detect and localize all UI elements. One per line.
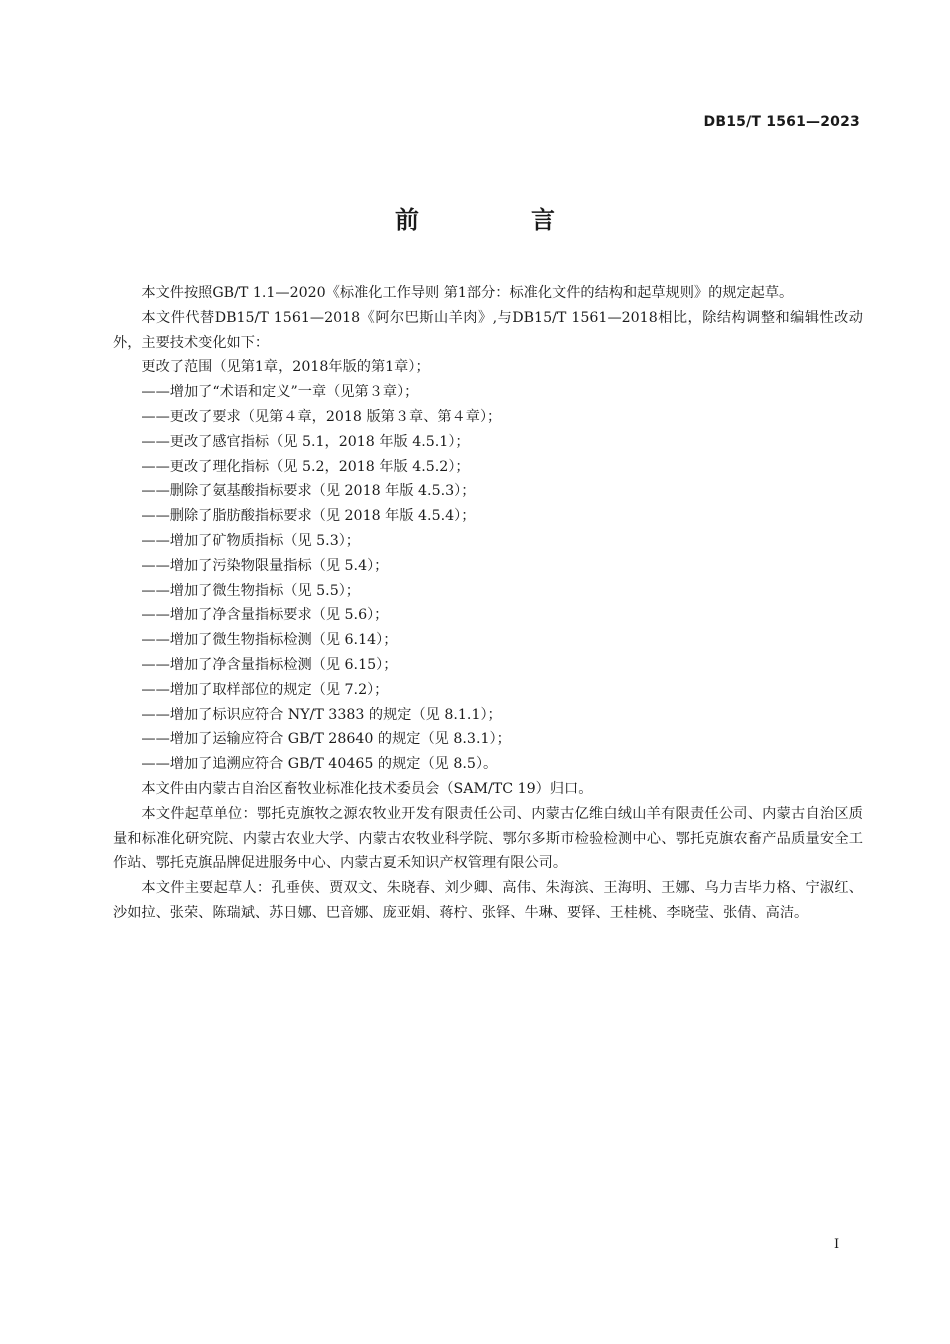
paragraph-drafting-rules: 本文件按照GB/T 1.1—2020《标准化工作导则 第1部分：标准化文件的结构和起草规则》的规定起草。 [141, 285, 794, 301]
list-item: ——增加了净含量指标检测（见 6.15）； [141, 656, 398, 673]
list-item: ——增加了污染物限量指标（见 5.4）； [141, 557, 389, 574]
paragraph-drafting-units: 本文件起草单位：鄂托克旗牧之源农牧业开发有限责任公司、内蒙古亿维白绒山羊有限责任公司、内蒙古自治区质量和标准化研究院、内蒙古农业大学、内蒙古农牧业科学院、鄂尔多斯市检验检测中心、鄂托克旗农畜产品质量安全工作站、鄂托克旗品牌促进服务中心、内蒙古夏禾知识产权管理有限公司。 [113, 805, 863, 872]
list-item: ——更改了理化指标（见 5.2，2018 年版 4.5.2）； [141, 458, 470, 475]
list-item: ——增加了运输应符合 GB/T 28640 的规定（见 8.3.1）； [141, 731, 511, 748]
paragraph-drafters: 本文件主要起草人：孔垂侠、贾双文、朱晓春、刘少卿、高伟、朱海滨、王海明、王娜、乌力吉毕力格、宁淑红、沙如拉、张荣、陈瑞斌、苏日娜、巴音娜、庞亚娟、蒋柠、张铎、牛琳、要铎、王桂桃、李晓莹、张倩、高洁。 [113, 880, 863, 921]
list-item: ——增加了微生物指标检测（见 6.14）； [141, 632, 398, 649]
foreword-body [113, 281, 863, 926]
document-code: DB15/T 1561—2023 [703, 114, 860, 130]
list-item: ——删除了脂肪酸指标要求（见 2018 年版 4.5.4）； [141, 508, 476, 525]
list-item: ——增加了净含量指标要求（见 5.6）； [141, 607, 389, 624]
list-item: ——删除了氨基酸指标要求（见 2018 年版 4.5.3）； [141, 483, 476, 500]
list-item: ——增加了微生物指标（见 5.5）； [141, 582, 360, 599]
page-title: 前 言 [395, 206, 599, 234]
list-item: ——增加了标识应符合 NY/T 3383 的规定（见 8.1.1）； [141, 706, 502, 723]
technical-changes-list [113, 355, 863, 777]
list-item: ——增加了矿物质指标（见 5.3）； [141, 532, 360, 549]
paragraph-replacement: 本文件代替DB15/T 1561—2018《阿尔巴斯山羊肉》,与DB15/T 1561—2018相比，除结构调整和编辑性改动外，主要技术变化如下： [113, 309, 863, 351]
list-item: ——增加了追溯应符合 GB/T 40465 的规定（见 8.5）。 [141, 756, 498, 773]
list-item: ——增加了取样部位的规定（见 7.2）； [141, 681, 389, 698]
list-item: ——更改了感官指标（见 5.1，2018 年版 4.5.1）； [141, 433, 470, 450]
list-item: ——更改了要求（见第４章，2018 版第３章、第４章）； [141, 408, 502, 425]
list-item: ——增加了“术语和定义”一章（见第３章）； [141, 384, 419, 401]
list-item: 更改了范围（见第1章，2018年版的第1章）； [141, 359, 430, 376]
page-number: I [834, 1237, 840, 1252]
paragraph-committee: 本文件由内蒙古自治区畜牧业标准化技术委员会（SAM/TC 19）归口。 [141, 780, 593, 797]
